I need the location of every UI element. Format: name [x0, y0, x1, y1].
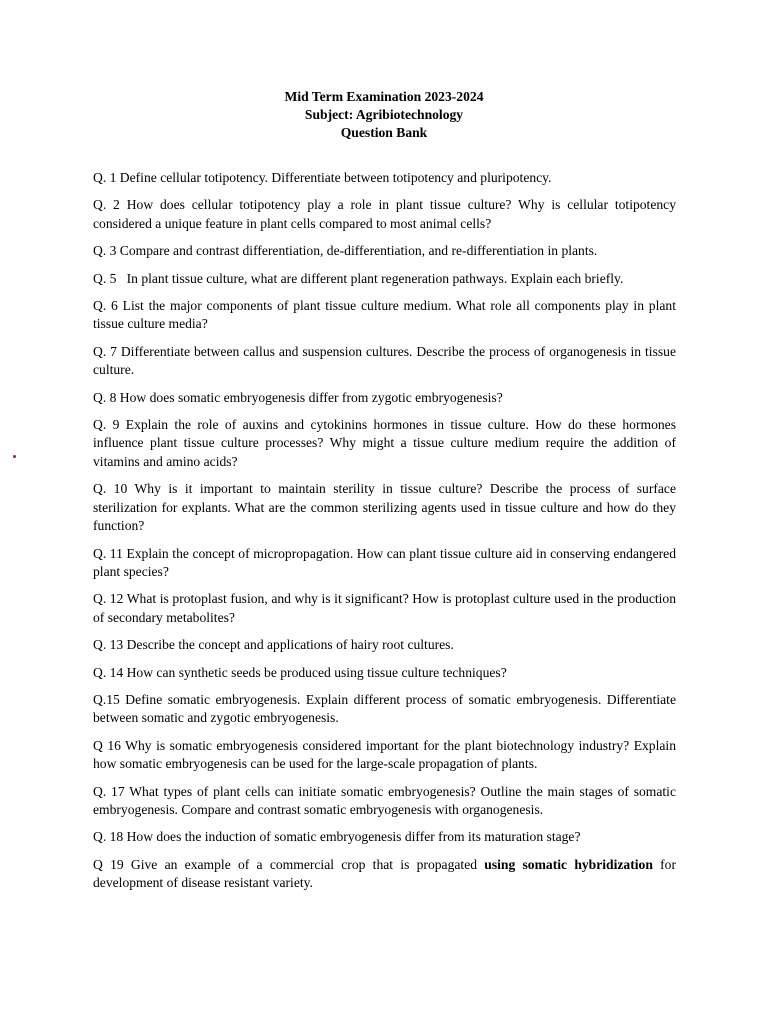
question-19-text-end: for development of disease resistant variety.: [93, 856, 676, 891]
question-10: Q. 10 Why is it important to maintain sterility in tissue culture? Describe the process of surface sterilization for explants. What are the common sterilizing agents used in tissue culture and how do they function?: [93, 481, 676, 534]
question-2: Q. 2 How does cellular totipotency play a role in plant tissue culture? Why is cellular totipotency considered a unique feature in plant cells compared to most animal cells?: [93, 197, 676, 231]
question-8: Q. 8 How does somatic embryogenesis differ from zygotic embryogenesis?: [93, 389, 503, 405]
subject-line: Subject: Agribiotechnology: [304, 107, 464, 122]
question-6: Q. 6 List the major components of plant tissue culture medium. What role all components play in plant tissue culture media?: [93, 298, 676, 332]
stray-red-mark: [13, 455, 16, 458]
question-16: Q 16 Why is somatic embryogenesis considered important for the plant biotechnology industry? Explain how somatic embryogenesis can be used for the large-scale propagation of plants.: [93, 737, 676, 772]
exam-title: Mid Term Examination 2023-2024: [284, 89, 484, 104]
question-9: Q. 9 Explain the role of auxins and cytokinins hormones in tissue culture. How do these hormones influence plant tissue culture processes? Why might a tissue culture medium require the addition of vitamins and amino acids?: [93, 417, 676, 469]
question-5: Q. 5 In plant tissue culture, what are different plant regeneration pathways. Explain each briefly.: [93, 270, 624, 286]
question-17: Q. 17 What types of plant cells can initiate somatic embryogenesis? Outline the main stages of somatic embryogenesis. Compare and contrast somatic embryogenesis with organogenesis.: [93, 783, 676, 817]
question-14: Q. 14 How can synthetic seeds be produced using tissue culture techniques?: [93, 664, 507, 680]
question-3: Q. 3 Compare and contrast differentiation, de-differentiation, and re-differentiation in plants.: [93, 243, 598, 259]
question-12: Q. 12 What is protoplast fusion, and why is it significant? How is protoplast culture used in the production of secondary metabolites?: [93, 591, 676, 625]
question-bank-label: Question Bank: [340, 125, 428, 140]
question-1: Q. 1 Define cellular totipotency. Differentiate between totipotency and pluripotency.: [93, 170, 552, 185]
question-19: [93, 856, 676, 893]
question-13: Q. 13 Describe the concept and applications of hairy root cultures.: [93, 637, 454, 653]
question-list: [93, 169, 676, 902]
question-19-bold-phrase: using somatic hybridization: [484, 856, 653, 872]
question-15: Q.15 Define somatic embryogenesis. Explain different process of somatic embryogenesis. Differentiate between somatic and zygotic embryogenesis.: [93, 691, 676, 726]
document-header: [0, 88, 768, 142]
question-19-text-start: Q 19 Give an example of a commercial crop that is propagated: [93, 856, 485, 872]
question-7: Q. 7 Differentiate between callus and suspension cultures. Describe the process of organogenesis in tissue culture.: [93, 343, 676, 378]
question-11: Q. 11 Explain the concept of micropropagation. How can plant tissue culture aid in conserving endangered plant species?: [93, 545, 676, 579]
question-18: Q. 18 How does the induction of somatic embryogenesis differ from its maturation stage?: [93, 829, 581, 845]
